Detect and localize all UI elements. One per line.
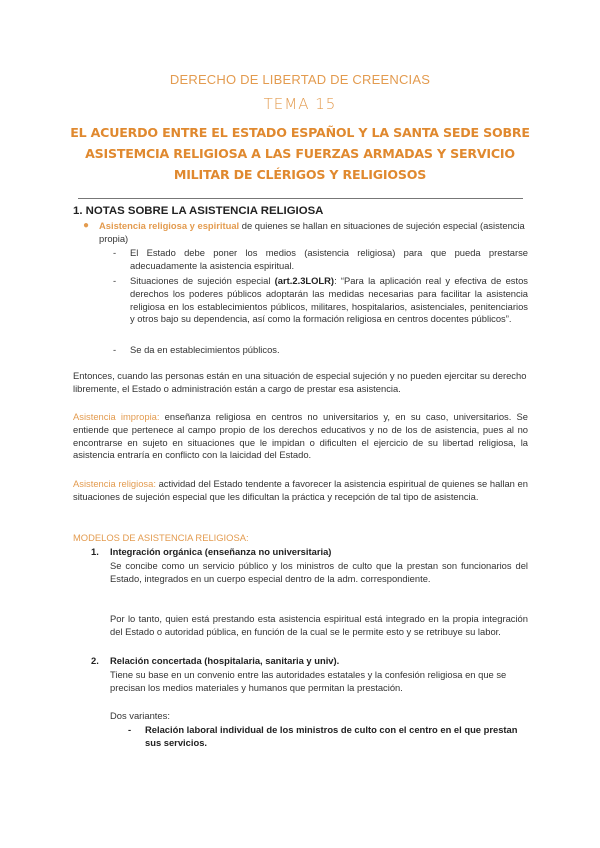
item-number: 2. [91, 655, 99, 666]
paragraph: Por lo tanto, quien está prestando esta asistencia espiritual está integrado en la propia integración del Estado o autoridad pública, en función de la cual se le permite esto y se retribuye su labor. [110, 613, 528, 637]
model-item [91, 655, 528, 668]
sub-item [113, 275, 528, 326]
paragraph: Tiene su base en un convenio entre las autoridades estatales y la confesión religiosa en que se precisan los medios materiales y humanos que permitan la prestación. [110, 669, 507, 693]
paragraph: Dos variantes: [110, 710, 170, 721]
tema-label: TEMA 15 [263, 95, 337, 113]
model-title: Relación concertada (hospitalaria, sanitaria y univ). [110, 655, 340, 666]
document-subtitle: EL ACUERDO ENTRE EL ESTADO ESPAÑOL Y LA SANTA SEDE SOBRE ASISTEMCIA RELIGIOSA A LAS FUERZAS ARMADAS Y SERVICIO MILITAR DE CLÉRIGOS Y RELIGIOSOS [70, 125, 530, 182]
sub-item-pre: Situaciones de sujeción especial [130, 275, 275, 286]
variant-text: Relación laboral individual de los ministros de culto con el centro en el que prestan sus servicios. [145, 724, 518, 748]
section-heading: 1. NOTAS SOBRE LA ASISTENCIA RELIGIOSA [73, 205, 324, 217]
model-item [91, 546, 528, 559]
dash-icon: - [128, 724, 132, 735]
model-title: Integración orgánica (enseñanza no universitaria) [110, 546, 332, 557]
item-number: 1. [91, 546, 99, 557]
paragraph: Entonces, cuando las personas están en una situación de especial sujeción y no pueden ejercitar su derecho libremente, el Estado o administración están a cargo de prestar esa asistencia. [73, 370, 527, 394]
term-label: Asistencia religiosa: [73, 478, 156, 489]
sub-item [113, 344, 528, 357]
document-title: DERECHO DE LIBERTAD DE CREENCIAS [169, 72, 431, 87]
bullet-text [99, 220, 528, 246]
sub-item-text: : “Para la aplicación real y efectiva de estos derechos los poderes públicos adoptarán las medidas necesarias para facilitar la asistencia religiosa en los establecimientos públicos, militares, hospitalarios, asistenciales, penitenciarios y otros bajo su dependencia, así como la formación religiosa en centros docentes públicos”. [130, 275, 528, 325]
sub-item-text: El Estado debe poner los medios (asistencia religiosa) para que pueda prestarse adecuadamente la asistencia espiritual. [130, 247, 528, 271]
horizontal-divider [78, 198, 523, 199]
bullet-dot-icon: ● [83, 220, 90, 231]
bullet-body: de quienes se hallan en situaciones de sujeción especial (asistencia propia) [99, 220, 525, 244]
sub-item [113, 247, 528, 273]
sub-item-text: Se da en establecimientos públicos. [130, 344, 280, 355]
paragraph: Se concibe como un servicio público y los ministros de culto que la prestan son funcionarios del Estado, integrados en un cuerpo especial dentro de la adm. correspondiente. [110, 560, 528, 584]
variant-item [128, 724, 528, 750]
paragraph-text: actividad del Estado tendente a favorecer la asistencia espiritual de quienes se hallan en situaciones de sujeción especial que les dificultan la práctica y recepción de tal tipo de asistencia. [73, 478, 528, 502]
paragraph-text: enseñanza religiosa en centros no universitarios y, en su caso, universitarios. Se entiende que pertenece al campo propio de los derechos educativos y no de los de asistencia, pues al no encontrarse en sujeto en situaciones que le impidan o dificulten el ejercicio de su libertad religiosa, la asistencia entraría en conflicto con la laicidad del Estado. [73, 411, 528, 461]
dash-icon: - [113, 247, 117, 258]
bullet-term: Asistencia religiosa y espiritual [99, 220, 240, 231]
paragraph [73, 478, 528, 504]
paragraph [73, 411, 528, 462]
dash-icon: - [113, 275, 117, 286]
term-label: Asistencia impropia: [73, 411, 160, 422]
models-heading: MODELOS DE ASISTENCIA RELIGIOSA: [73, 532, 249, 543]
law-reference: (art.2.3LOLR) [274, 275, 335, 286]
bullet-item [83, 220, 528, 246]
dash-icon: - [113, 344, 117, 355]
